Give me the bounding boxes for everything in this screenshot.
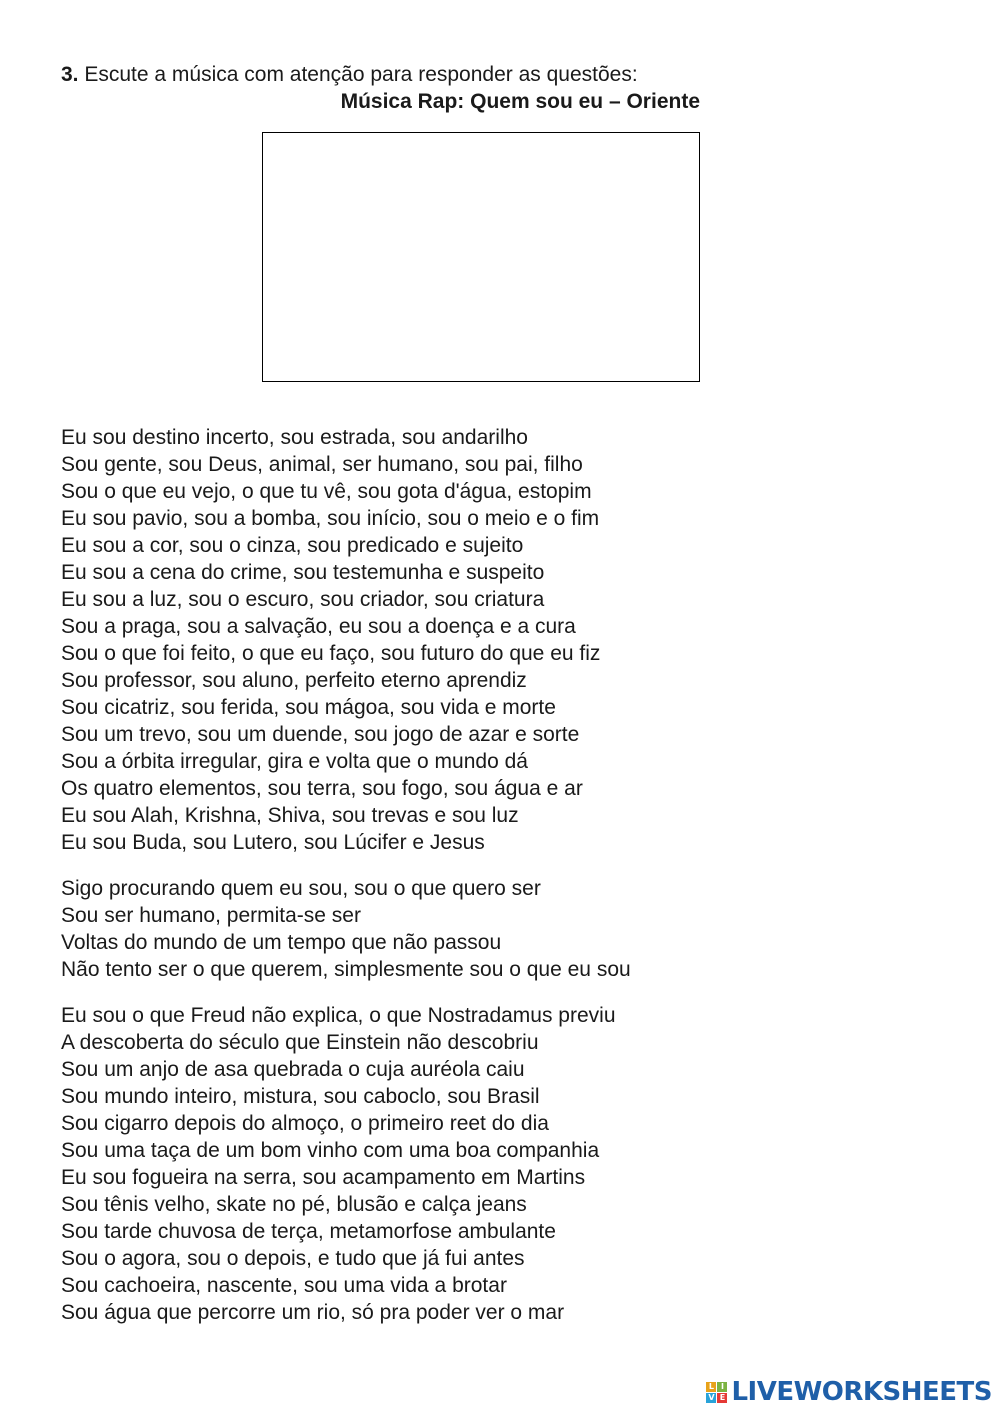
lyric-line: Eu sou destino incerto, sou estrada, sou andarilho xyxy=(61,426,528,449)
logo-tile: L xyxy=(706,1382,716,1392)
lyric-line: Eu sou a cor, sou o cinza, sou predicado e sujeito xyxy=(61,534,524,557)
lyric-line: Sou uma taça de um bom vinho com uma boa companhia xyxy=(61,1139,600,1162)
lyric-line: Sou ser humano, permita-se ser xyxy=(61,904,361,927)
lyric-line: Sou o agora, sou o depois, e tudo que já fui antes xyxy=(61,1247,525,1270)
lyric-line: Sou um trevo, sou um duende, sou jogo de azar e sorte xyxy=(61,723,580,746)
lyrics-stanza-2 xyxy=(61,875,631,983)
lyric-line: Voltas do mundo de um tempo que não passou xyxy=(61,931,502,954)
lyric-line: Sou gente, sou Deus, animal, ser humano, sou pai, filho xyxy=(61,453,583,476)
lyric-line: Sigo procurando quem eu sou, sou o que quero ser xyxy=(61,877,541,900)
lyric-line: Sou o que foi feito, o que eu faço, sou futuro do que eu fiz xyxy=(61,642,601,665)
lyric-line: Eu sou pavio, sou a bomba, sou início, sou o meio e o fim xyxy=(61,507,600,530)
audio-player-box[interactable] xyxy=(262,132,700,382)
lyric-line: Sou professor, sou aluno, perfeito eterno aprendiz xyxy=(61,669,527,692)
lyric-line: Os quatro elementos, sou terra, sou fogo, sou água e ar xyxy=(61,777,583,800)
song-title: Música Rap: Quem sou eu – Oriente xyxy=(340,90,700,113)
logo-tile: V xyxy=(708,1392,715,1402)
lyrics-stanza-3 xyxy=(61,1002,616,1326)
liveworksheets-logo-icon xyxy=(706,1382,727,1403)
lyric-line: Sou cigarro depois do almoço, o primeiro reet do dia xyxy=(61,1112,549,1135)
question-text: Escute a música com atenção para responder as questões: xyxy=(84,63,638,86)
lyric-line: Sou a órbita irregular, gira e volta que o mundo dá xyxy=(61,750,528,773)
logo-tile: E xyxy=(717,1393,727,1403)
lyric-line: Sou água que percorre um rio, só pra poder ver o mar xyxy=(61,1301,565,1324)
lyric-line: Sou cachoeira, nascente, sou uma vida a brotar xyxy=(61,1274,507,1297)
brand-name: LIVEWORKSHEETS xyxy=(731,1377,992,1407)
lyric-line: Eu sou Buda, sou Lutero, sou Lúcifer e Jesus xyxy=(61,831,485,854)
lyric-line: Sou o que eu vejo, o que tu vê, sou gota d'água, estopim xyxy=(61,480,592,503)
lyric-line: Eu sou a cena do crime, sou testemunha e suspeito xyxy=(61,561,545,584)
question-prompt xyxy=(61,62,638,88)
lyric-line: Eu sou Alah, Krishna, Shiva, sou trevas e sou luz xyxy=(61,804,519,827)
logo-tile: I xyxy=(717,1382,727,1392)
question-number: 3. xyxy=(61,63,79,86)
lyric-line: Sou a praga, sou a salvação, eu sou a doença e a cura xyxy=(61,615,576,638)
lyric-line: Eu sou a luz, sou o escuro, sou criador, sou criatura xyxy=(61,588,545,611)
lyric-line: Não tento ser o que querem, simplesmente sou o que eu sou xyxy=(61,958,631,981)
lyric-line: A descoberta do século que Einstein não descobriu xyxy=(61,1031,539,1054)
lyric-line: Eu sou fogueira na serra, sou acampamento em Martins xyxy=(61,1166,586,1189)
lyrics-stanza-1 xyxy=(61,424,600,856)
lyric-line: Sou cicatriz, sou ferida, sou mágoa, sou vida e morte xyxy=(61,696,556,719)
lyric-line: Eu sou o que Freud não explica, o que Nostradamus previu xyxy=(61,1004,616,1027)
liveworksheets-brand xyxy=(706,1377,992,1407)
lyric-line: Sou tênis velho, skate no pé, blusão e calça jeans xyxy=(61,1193,527,1216)
lyric-line: Sou um anjo de asa quebrada o cuja auréola caiu xyxy=(61,1058,525,1081)
lyric-line: Sou mundo inteiro, mistura, sou caboclo, sou Brasil xyxy=(61,1085,540,1108)
lyric-line: Sou tarde chuvosa de terça, metamorfose ambulante xyxy=(61,1220,556,1243)
